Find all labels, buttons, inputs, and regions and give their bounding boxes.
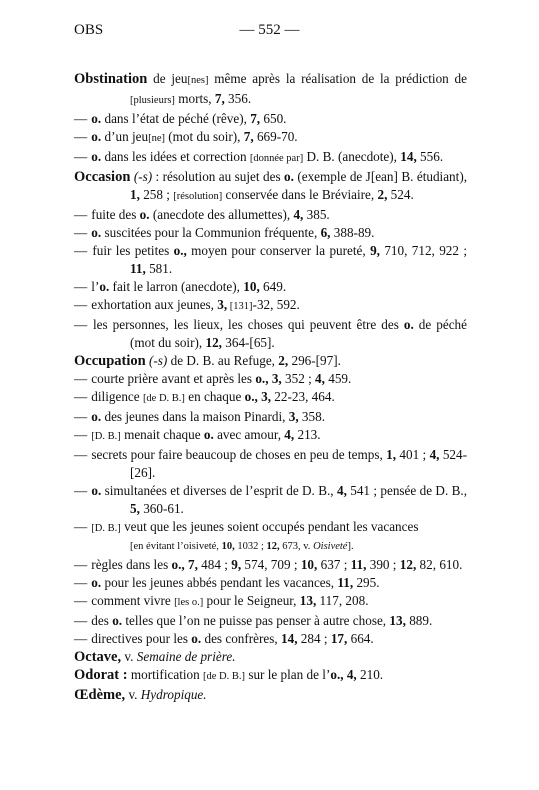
entry-occupation: Occupation (-s) de D. B. au Refuge, 2, 296-[97]. [74, 353, 341, 369]
entry-oedeme: Œdème, v. Hydropique. [74, 687, 207, 703]
subentry: — o. dans l’état de péché (rêve), 7, 650. [74, 111, 287, 126]
subentry: — o. d’un jeu[ne] (mot du soir), 7, 669-70. [74, 129, 298, 144]
subentry: — directives pour les o. des confrères, 14, 284 ; 17, 664. [74, 631, 374, 646]
subentry: — o. pour les jeunes abbés pendant les vacances, 11, 295. [74, 575, 380, 590]
subentry: — règles dans les o., 7, 484 ; 9, 574, 709 ; 10, 637 ; 11, 390 ; 12, 82, 610. [74, 557, 463, 572]
entry-head: Occasion [74, 169, 131, 185]
subentry: — fuir les petites o., moyen pour conserver la pureté, 9, 710, 712, 922 ; 11, 581. [74, 243, 468, 276]
subentry: — des o. telles que l’on ne puisse pas penser à autre chose, 13, 889. [74, 613, 433, 628]
entry-head: Œdème, [74, 687, 126, 703]
subentry: — comment vivre [les o.] pour le Seigneur, 13, 117, 208. [74, 593, 369, 608]
entry-head: Obstination [74, 71, 148, 87]
subentry: — les personnes, les lieux, les choses qui peuvent être des o. de péché (mot du soir), 12, 364-[65]. [74, 317, 467, 350]
entry-octave: Octave, v. Semaine de prière. [74, 649, 236, 665]
entry-head: Occupation [74, 353, 146, 369]
subentry: — o. simultanées et diverses de l’esprit de D. B., 4, 541 ; pensée de D. B., 5, 360-61. [74, 483, 468, 516]
subentry-note: [en évitant l’oisiveté, 10, 1032 ; 12, 673, v. Oisiveté]. [130, 541, 354, 552]
entry-occasion: Occasion (-s) : résolution au sujet des o. (exemple de J[ean] B. étudiant), 1, 258 ; [résolution] conservée dans le Bréviaire, 2, 524. [74, 169, 468, 202]
page-number: — 552 — [239, 22, 300, 38]
subentry: — secrets pour faire beaucoup de choses en peu de temps, 1, 401 ; 4, 524-[26]. [74, 447, 467, 480]
subentry: — o. des jeunes dans la maison Pinardi, 3, 358. [74, 409, 325, 424]
subentry: — exhortation aux jeunes, 3, [131]-32, 592. [74, 297, 300, 312]
subentry: — o. dans les idées et correction [donnée par] D. B. (anecdote), 14, 556. [74, 149, 444, 164]
subentry: — l’o. fait le larron (anecdote), 10, 649. [74, 279, 287, 294]
subentry: — diligence [de D. B.] en chaque o., 3, 22-23, 464. [74, 389, 335, 404]
subentry: — [D. B.] veut que les jeunes soient occupés pendant les vacances [74, 519, 419, 534]
entry-head: Octave, [74, 649, 122, 665]
subentry: — fuite des o. (anecdote des allumettes), 4, 385. [74, 207, 330, 222]
subentry: — o. suscitées pour la Communion fréquente, 6, 388-89. [74, 225, 375, 240]
subentry: — courte prière avant et après les o., 3, 352 ; 4, 459. [74, 371, 352, 386]
entry-obstination: Obstination de jeu[nes] même après la réalisation de la prédiction de [plusieurs] morts, 7, 356. [74, 71, 467, 106]
entry-odorat: Odorat : mortification [de D. B.] sur le plan de l’o., 4, 210. [74, 667, 384, 683]
entry-head: Odorat : [74, 667, 128, 683]
subentry: — [D. B.] menait chaque o. avec amour, 4, 213. [74, 427, 321, 442]
running-head: OBS [74, 22, 104, 38]
index-body [74, 70, 467, 704]
